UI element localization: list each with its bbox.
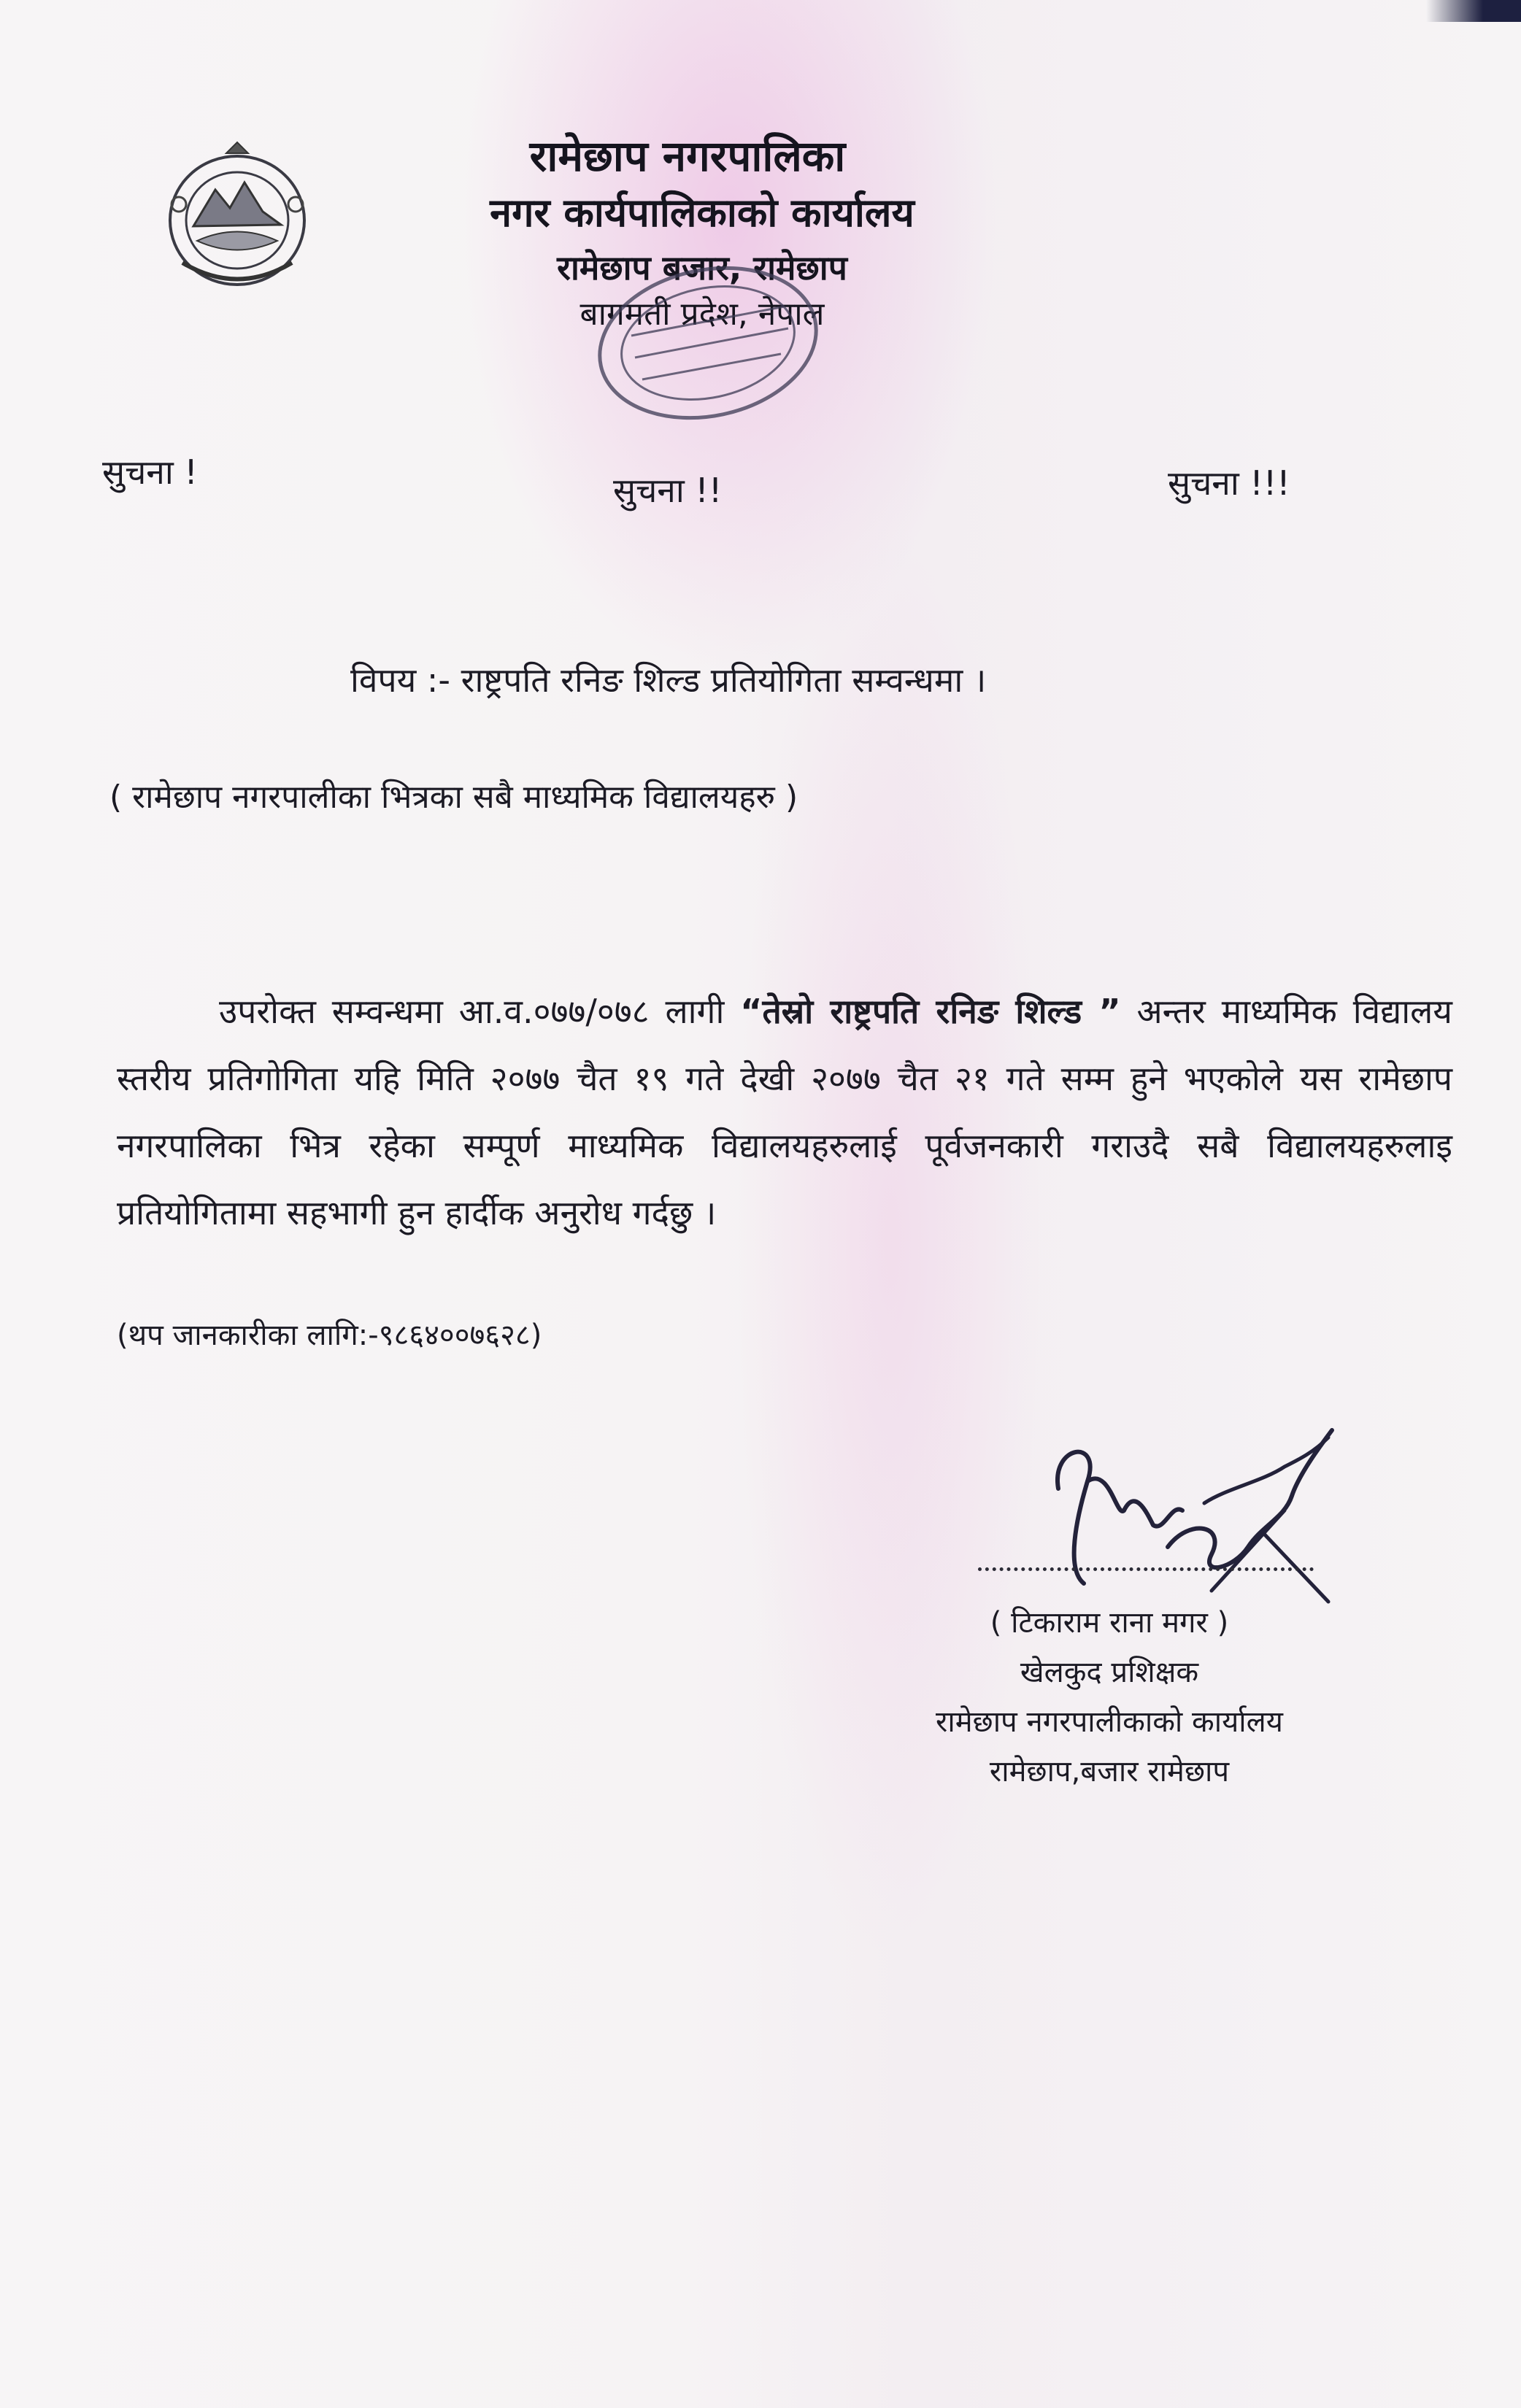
municipality-name: रामेछाप नगरपालिका [529,131,846,181]
scan-edge-shadow [1426,0,1521,22]
office-address: रामेछाप बजार, रामेछाप [557,248,847,288]
handwritten-signature [1044,1401,1350,1605]
signatory-block [854,1598,1365,1797]
signature-line [978,1567,1314,1571]
signatory-office: रामेछाप नगरपालीकाको कार्यालय [936,1705,1283,1739]
body-text-part2: अन्तर माध्यमिक विद्यालय स्तरीय प्रतिगोगिता यहि मिति २०७७ चैत १९ गते देखी २०७७ चैत २१ गते सम्म हुने भएकोले यस रामेछाप नगरपालिका भित्र रहेका सम्पूर्ण माध्यमिक विद्यालयहरुलाई पूर्वजनकारी गराउदै सबै विद्यालयहरुलाइ प्रतियोगितामा सहभागी हुन हार्दीक अनुरोध गर्दछु । [117,992,1452,1232]
event-title: “तेस्रो राष्ट्रपति रनिङ शिल्ड ” [740,992,1121,1031]
recipient-line: ( रामेछाप नगरपालीका भित्रका सबै माध्यमिक विद्यालयहरु ) [109,779,798,816]
subject-line: विपय :- राष्ट्रपति रनिङ शिल्ड प्रतियोगिता सम्वन्धमा । [350,660,987,700]
notice-heading-3: सुचना !!! [1168,463,1290,503]
notice-heading-1: सुचना ! [102,452,198,492]
signatory-name: ( टिकाराम राना मगर ) [990,1606,1229,1640]
signatory-title: खेलकुद प्रशिक्षक [1020,1656,1199,1689]
body-paragraph [117,978,1452,1246]
office-name: नगर कार्यपालिकाको कार्यालय [490,190,914,236]
signatory-address: रामेछाप,बजार रामेछाप [989,1755,1230,1788]
office-stamp [588,263,828,431]
contact-info: (थप जानकारीका लागि:-९८६४००७६२८) [117,1319,542,1352]
body-text-part1: उपरोक्त सम्वन्धमा आ.व.०७७/०७८ लागी [219,992,741,1031]
notice-heading-2: सुचना !! [613,471,723,510]
office-province: बागमती प्रदेश, नेपाल [579,296,825,333]
